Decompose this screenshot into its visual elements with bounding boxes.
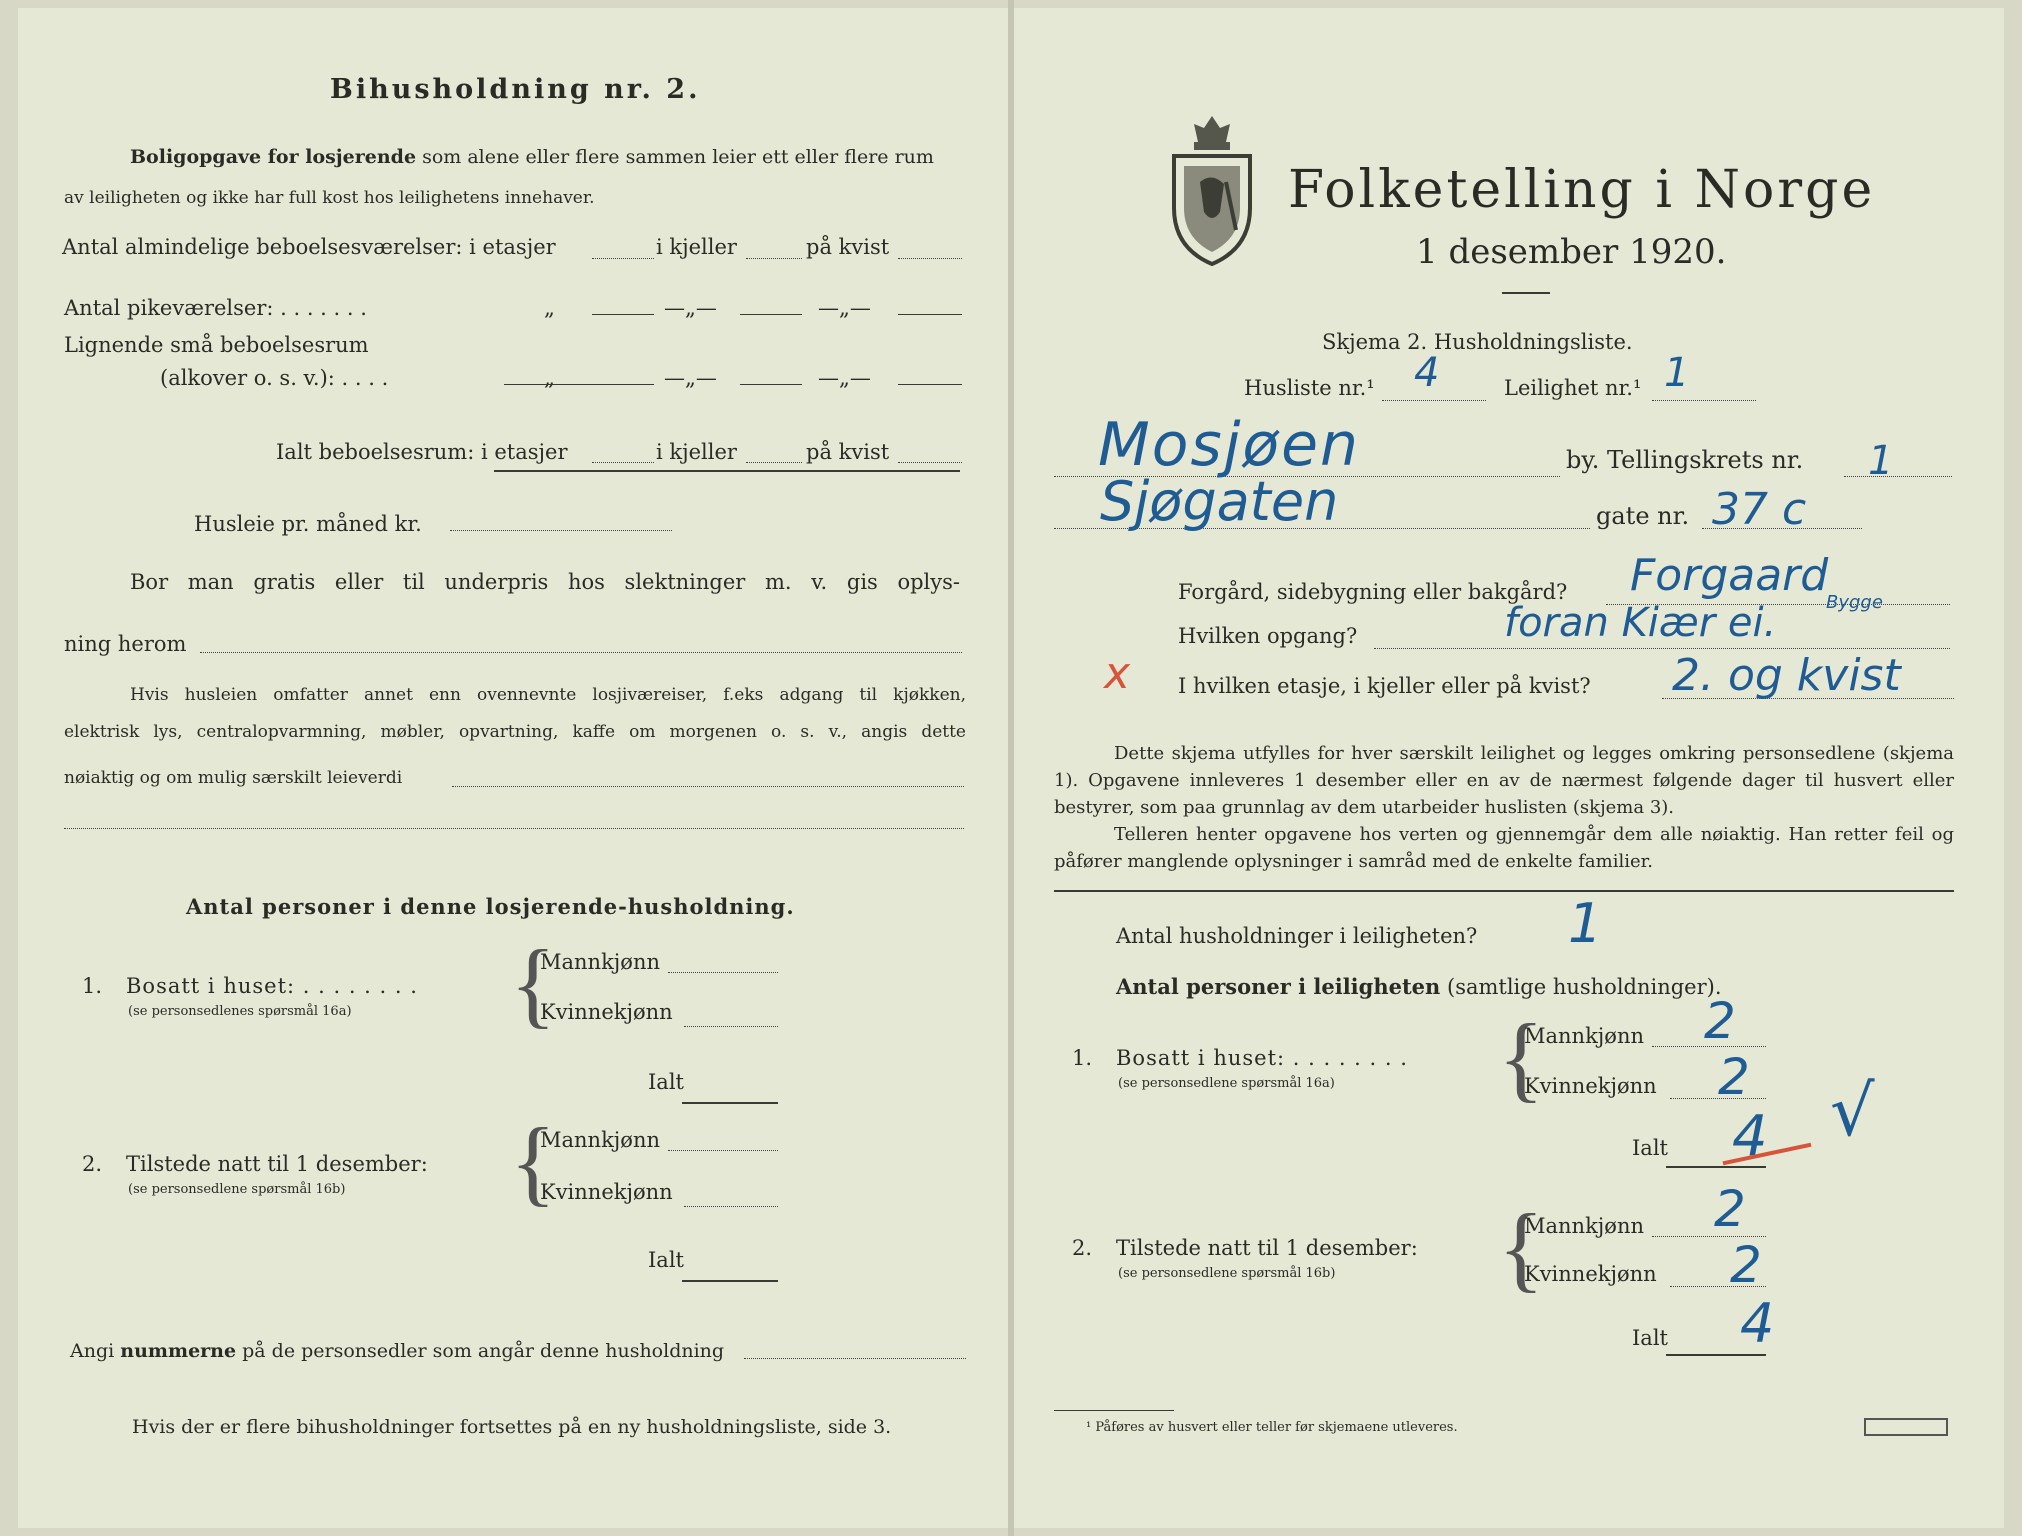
rooms-label: Antal almindelige beboelsesværelser: i etasjer (62, 235, 556, 259)
r-q2-sub: (se personsedlene spørsmål 16b) (1118, 1266, 1336, 1281)
q1-ialt-field[interactable] (682, 1102, 778, 1104)
pike-label: Antal pikeværelser: . . . . . . . (64, 296, 367, 320)
pike-dash-2: —„— (818, 296, 871, 320)
rooms-kjeller-field[interactable] (746, 258, 802, 259)
r-q2-kvinne-value: 2 (1730, 1236, 1762, 1294)
angi-bold: nummerne (120, 1340, 237, 1362)
rooms-kvist-field[interactable] (898, 258, 962, 259)
angi-text-2: på de personsedler som angår denne husholdning (242, 1340, 725, 1362)
small-kvist-field[interactable] (898, 384, 962, 385)
gratis-field[interactable] (200, 652, 962, 653)
title-divider (1502, 292, 1550, 294)
q1-sub: (se personsedlenes spørsmål 16a) (128, 1004, 352, 1019)
krets-field[interactable] (1844, 476, 1952, 477)
pike-kvist-field[interactable] (898, 314, 962, 315)
page-fold (1008, 0, 1014, 1536)
by-label: by. Tellingskrets nr. (1566, 446, 1804, 474)
r-q1-ialt-value: 4 (1732, 1104, 1768, 1169)
r-q1-mann-value: 2 (1704, 992, 1736, 1050)
husholdninger-value: 1 (1568, 892, 1603, 955)
rent-label: Husleie pr. måned kr. (194, 512, 422, 536)
q2-kvinne-label: Kvinnekjønn (540, 1180, 673, 1204)
r-q2-label: Tilstede natt til 1 desember: (1116, 1236, 1418, 1260)
q1-ialt-label: Ialt (648, 1070, 684, 1094)
persons-heading-rest: (samtlige husholdninger). (1447, 975, 1722, 999)
etasje-label: I hvilken etasje, i kjeller eller på kvist? (1178, 674, 1591, 698)
leilighet-value: 1 (1664, 350, 1690, 396)
q2-brace: { (510, 1108, 557, 1215)
q2-mann-label: Mannkjønn (540, 1128, 661, 1152)
persons-heading-bold: Antal personer i leiligheten (1116, 974, 1441, 999)
r-q1-kvinne-value: 2 (1718, 1048, 1750, 1106)
r-q2-mann-value: 2 (1714, 1180, 1746, 1238)
q1-mann-field[interactable] (668, 972, 778, 973)
gate-label: gate nr. (1596, 502, 1690, 530)
right-title: Folketelling i Norge (1288, 160, 1876, 220)
krets-value: 1 (1868, 438, 1894, 484)
ialt-rooms-label: Ialt beboelsesrum: i etasjer (276, 440, 568, 464)
q2-ialt-field[interactable] (682, 1280, 778, 1282)
r-q1-brace: { (1498, 1004, 1545, 1111)
ialt-kjeller-label: i kjeller (656, 440, 737, 464)
r-q1-check: √ (1830, 1070, 1875, 1152)
footnote: ¹ Påføres av husvert eller teller før skjemaene utleveres. (1086, 1420, 1458, 1435)
opgang-field[interactable] (1374, 648, 1950, 649)
left-title: Bihusholdning nr. 2. (330, 74, 701, 105)
pike-quote: „ (544, 296, 555, 320)
pike-kjeller-field[interactable] (740, 314, 802, 315)
r-q1-sub: (se personsedlene spørsmål 16a) (1118, 1076, 1335, 1091)
ialt-rooms-underline (494, 470, 960, 472)
small-rooms-label-2: (alkover o. s. v.): . . . . (160, 366, 389, 390)
opgang-label: Hvilken opgang? (1178, 624, 1358, 648)
q1-num: 1. (82, 974, 103, 998)
left-footer: Hvis der er flere bihusholdninger fortsettes på en ny husholdningsliste, side 3. (132, 1416, 892, 1438)
pike-dash-1: —„— (664, 296, 717, 320)
rooms-kjeller-label: i kjeller (656, 235, 737, 259)
husliste-value: 4 (1414, 350, 1440, 396)
small-quote: „ (544, 366, 555, 390)
r-q2-brace: { (1498, 1194, 1545, 1301)
ialt-kvist-field[interactable] (898, 462, 962, 463)
small-kjeller-field[interactable] (740, 384, 802, 385)
angi-line (70, 1340, 724, 1362)
street-value: Sjøgaten (1100, 470, 1339, 533)
q2-mann-field[interactable] (668, 1150, 778, 1151)
forgaard-label: Forgård, sidebygning eller bakgård? (1178, 580, 1568, 604)
leilighet-field[interactable] (1652, 400, 1756, 401)
r-q1-num: 1. (1072, 1046, 1093, 1070)
note-line-1: Hvis husleien omfatter annet enn ovennevnte losjiværeiser, f.eks adgang til kjøkken, (130, 685, 966, 705)
intro-bold: Boligopgave for losjerende (130, 146, 417, 168)
note-line-3: nøiaktig og om mulig særskilt leieverdi (64, 768, 403, 788)
etasje-red-mark: x (1104, 648, 1131, 699)
gratis-line-2: ning herom (64, 632, 187, 656)
q2-sub: (se personsedlene spørsmål 16b) (128, 1182, 346, 1197)
r-q1-kvinne-label: Kvinnekjønn (1524, 1074, 1657, 1098)
q2-ialt-label: Ialt (648, 1248, 684, 1272)
husliste-field[interactable] (1382, 400, 1486, 401)
forgaard-value: Forgaard (1630, 550, 1829, 601)
r-q1-ialt-label: Ialt (1632, 1136, 1668, 1160)
coat-of-arms-icon (1164, 112, 1260, 268)
q1-brace: { (510, 930, 557, 1037)
etasje-value: 2. og kvist (1672, 650, 1901, 701)
pike-etasjer-field[interactable] (592, 314, 654, 315)
r-q2-mann-label: Mannkjønn (1524, 1214, 1645, 1238)
small-dash-2: —„— (818, 366, 871, 390)
forgaard-extra: Bygge (1826, 592, 1883, 613)
q1-kvinne-field[interactable] (684, 1026, 778, 1027)
city-value: Mosjøen (1098, 410, 1361, 480)
angi-text-1: Angi (70, 1340, 115, 1362)
q1-mann-label: Mannkjønn (540, 950, 661, 974)
schema-label: Skjema 2. Husholdningsliste. (1322, 330, 1633, 354)
note-field[interactable] (452, 786, 964, 787)
intro-line-1 (130, 146, 934, 168)
opgang-value: foran Kiær ei. (1504, 600, 1777, 646)
angi-field[interactable] (744, 1358, 966, 1359)
leilighet-label: Leilighet nr.¹ (1504, 376, 1642, 400)
right-date: 1 desember 1920. (1416, 232, 1727, 272)
r-q2-kvinne-label: Kvinnekjønn (1524, 1262, 1657, 1286)
ialt-kvist-label: på kvist (806, 440, 890, 464)
r-q2-num: 2. (1072, 1236, 1093, 1260)
rooms-etasjer-field[interactable] (592, 258, 654, 259)
r-q1-mann-label: Mannkjønn (1524, 1024, 1645, 1048)
r-q1-label: Bosatt i huset: . . . . . . . . (1116, 1046, 1408, 1070)
note-field-2[interactable] (64, 828, 964, 829)
small-dash-1: —„— (664, 366, 717, 390)
gate-value: 37 c (1712, 484, 1807, 535)
intro-rest: som alene eller flere sammen leier ett eller flere rum (422, 146, 934, 168)
persons-heading-right (1116, 974, 1722, 999)
r-q2-ialt-value: 4 (1740, 1292, 1775, 1355)
persons-heading: Antal personer i denne losjerende-husholdning. (186, 894, 795, 919)
gratis-line-1: Bor man gratis eller til underpris hos slektninger m. v. gis oplys- (130, 570, 960, 594)
q1-kvinne-label: Kvinnekjønn (540, 1000, 673, 1024)
rent-field[interactable] (450, 530, 672, 531)
husholdninger-label: Antal husholdninger i leiligheten? (1116, 924, 1478, 948)
printer-stamp-icon (1864, 1418, 1948, 1436)
r-q2-ialt-label: Ialt (1632, 1326, 1668, 1350)
small-rooms-label-1: Lignende små beboelsesrum (64, 333, 369, 357)
ialt-etasjer-field[interactable] (592, 462, 654, 463)
instructions-rule (1054, 890, 1954, 892)
note-line-2: elektrisk lys, centralopvarmning, møbler, opvartning, kaffe om morgenen o. s. v., angis dette (64, 722, 966, 742)
instructions-1: Dette skjema utfylles for hver særskilt leilighet og legges omkring personsedlene (skjema 1). Opgavene innleveres 1 desember eller en av de nærmest følgende dager til husvert eller bestyrer, som paa grunnlag av dem utarbeider huslisten (skjema 3). (1054, 743, 1954, 818)
rooms-kvist-label: på kvist (806, 235, 890, 259)
q1-label: Bosatt i huset: . . . . . . . . (126, 974, 418, 998)
small-etasjer-field[interactable] (504, 384, 654, 385)
footnote-rule (1054, 1410, 1174, 1411)
intro-line-2: av leiligheten og ikke har full kost hos leilighetens innehaver. (64, 188, 595, 208)
q2-num: 2. (82, 1152, 103, 1176)
q2-kvinne-field[interactable] (684, 1206, 778, 1207)
q2-label: Tilstede natt til 1 desember: (126, 1152, 428, 1176)
instructions-2: Telleren henter opgavene hos verten og gjennemgår dem alle nøiaktig. Han retter feil og påfører manglende oplysninger i samråd med de enkelte familier. (1054, 824, 1954, 872)
husliste-label: Husliste nr.¹ (1244, 376, 1375, 400)
ialt-kjeller-field[interactable] (746, 462, 802, 463)
